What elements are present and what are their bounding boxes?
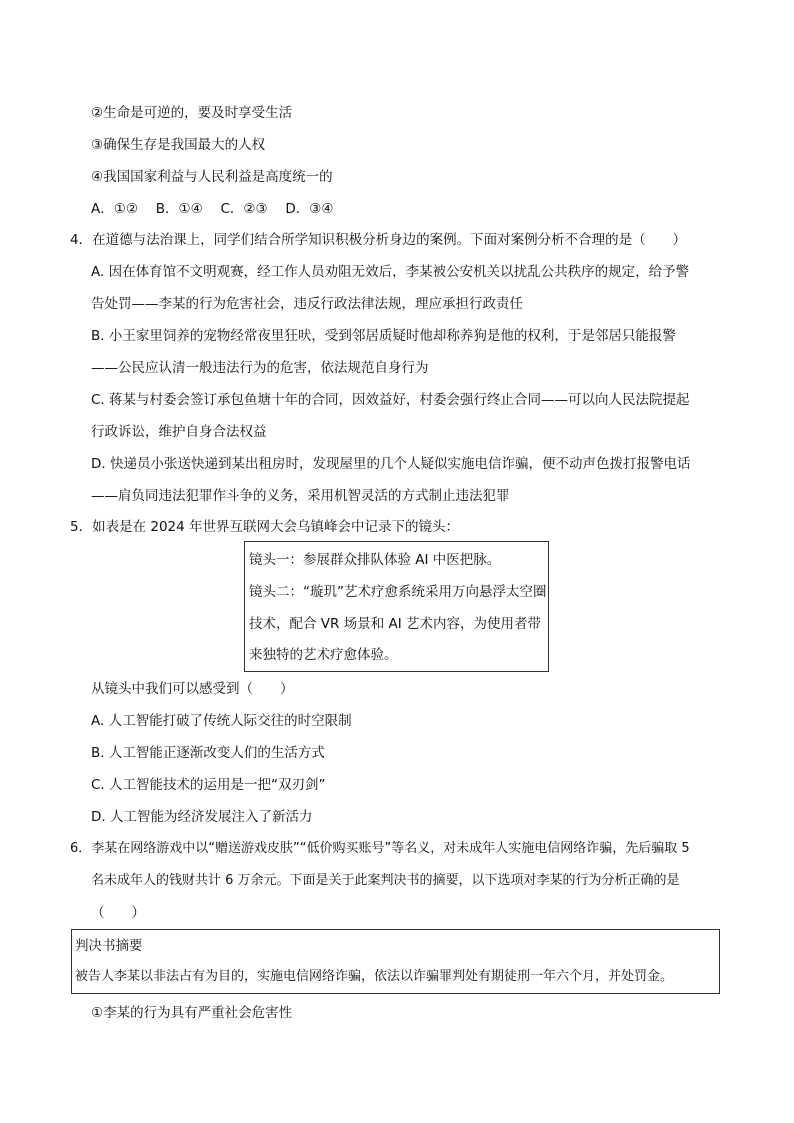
q4-option-d-line2: ——肩负同违法犯罪作斗争的义务，采用机智灵活的方式制止违法犯罪 — [91, 488, 510, 504]
q3-statement-4: ④我国国家利益与人民利益是高度统一的 — [91, 169, 333, 185]
q5-question: 从镜头中我们可以感受到（ ） — [91, 681, 294, 697]
q6-judgment-box — [71, 929, 720, 994]
q6-stem-line1: 6．李某在网络游戏中以“赠送游戏皮肤”“低价购买账号”等名义，对未成年人实施电信网络诈骗，先后骗取 5 — [70, 841, 690, 856]
q6-stem-line3: （ ） — [91, 905, 145, 921]
q5-scene-line-2: 镜头二：“璇玑”艺术疗愈系统采用万向悬浮太空圈 — [249, 584, 547, 600]
q6-stem-line2: 名未成年人的钱财共计 6 万余元。下面是关于此案判决书的摘要，以下选项对李某的行为分析正确的是 — [91, 873, 680, 888]
q4-option-d-line1: D. 快递员小张送快递到某出租房时，发现屋里的几个人疑似实施电信诈骗，便不动声色拨打报警电话 — [91, 456, 691, 472]
q4-option-c-line2: 行政诉讼，维护自身合法权益 — [91, 424, 267, 440]
q4-option-b-line1: B. 小王家里饲养的宠物经常夜里狂吠，受到邻居质疑时他却称养狗是他的权利，于是邻居只能报警 — [91, 328, 676, 344]
q3-statement-2: ②生命是可逆的，要及时享受生活 — [91, 105, 293, 121]
q6-judgment-title: 判决书摘要 — [75, 938, 143, 954]
q5-option-b: B. 人工智能正逐渐改变人们的生活方式 — [91, 745, 325, 761]
q5-scene-line-1: 镜头一：参展群众排队体验 AI 中医把脉。 — [249, 552, 501, 568]
q5-option-d: D. 人工智能为经济发展注入了新活力 — [91, 809, 313, 825]
q4-option-a-line1: A. 因在体育馆不文明观赛，经工作人员劝阻无效后，李某被公安机关以扰乱公共秩序的规定，给予警 — [91, 264, 690, 280]
q5-option-a: A. 人工智能打破了传统人际交往的时空限制 — [91, 713, 352, 729]
q4-stem: 4．在道德与法治课上，同学们结合所学知识积极分析身边的案例。下面对案例分析不合理的是（ ） — [70, 232, 687, 248]
q5-scene-box — [244, 541, 549, 672]
q5-scene-line-4: 来独特的艺术疗愈体验。 — [249, 647, 398, 663]
q4-option-b-line2: ——公民应认清一般违法行为的危害，依法规范自身行为 — [91, 360, 429, 376]
q5-option-c: C. 人工智能技术的运用是一把“双刃剑” — [91, 777, 326, 793]
q4-option-a-line2: 告处罚——李某的行为危害社会，违反行政法律法规，理应承担行政责任 — [91, 296, 523, 312]
q6-judgment-text: 被告人李某以非法占有为目的，实施电信网络诈骗，依法以诈骗罪判处有期徒刑一年六个月，并处罚金。 — [75, 969, 674, 984]
q6-statement-1: ①李某的行为具有严重社会危害性 — [91, 1005, 293, 1021]
q4-option-c-line1: C. 蒋某与村委会签订承包鱼塘十年的合同，因效益好，村委会强行终止合同——可以向人民法院提起 — [91, 392, 690, 408]
q5-scene-line-3: 技术，配合 VR 场景和 AI 艺术内容，为使用者带 — [249, 616, 541, 632]
q3-options: A．①② B．①④ C．②③ D．③④ — [91, 201, 334, 217]
q3-statement-3: ③确保生存是我国最大的人权 — [91, 137, 266, 153]
q5-stem: 5．如表是在 2024 年世界互联网大会乌镇峰会中记录下的镜头： — [70, 519, 460, 535]
